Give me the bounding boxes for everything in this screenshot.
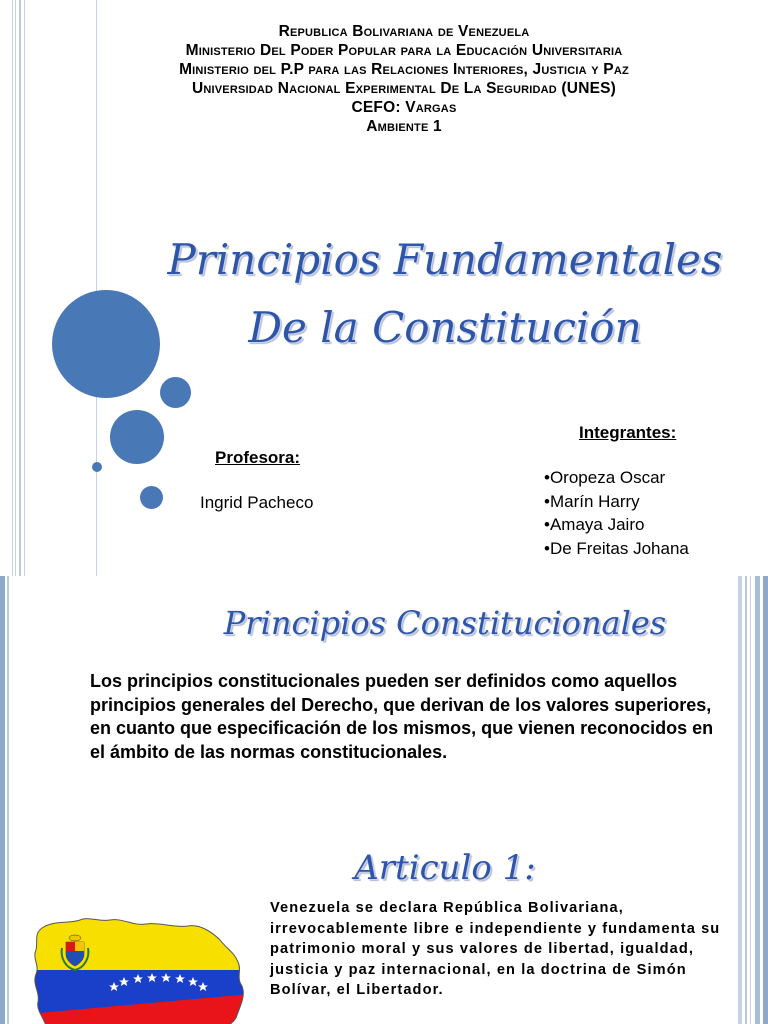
decor-circle-dot (92, 462, 102, 472)
decor-circle-large (52, 290, 160, 398)
decor-line (15, 0, 16, 576)
definition-paragraph: Los principios constitucionales pueden ser definidos como aquellos principios generales del Derecho, que derivan de los valores superiores, en cuanto que especificación de los mismos, que vienen reconocidos en el ámbito de las normas constitucionales. (90, 671, 714, 762)
list-item: •Oropeza Oscar (544, 468, 666, 487)
venezuela-map-icon (28, 914, 250, 1024)
header-line: Ambiente 1 (366, 118, 442, 135)
list-item: •De Freitas Johana (544, 538, 689, 558)
integrantes-label: Integrantes: (579, 423, 677, 442)
list-item: •Marín Harry (544, 491, 640, 511)
decor-circle-medium (110, 410, 164, 464)
decor-line (7, 576, 9, 1024)
decor-line (19, 0, 21, 576)
integrantes-list (544, 466, 689, 560)
section-title: Principios Constitucionales (223, 604, 667, 642)
decor-line (738, 576, 742, 1024)
article-text: Venezuela se declara República Bolivariana, irrevocablemente libre e independiente y fundamenta su patrimonio moral y sus valores de libertad, igualdad, justicia y paz internacional, en la doctrina de Simón Bolívar, el Libertador. (270, 900, 721, 998)
decor-line (0, 576, 5, 1024)
profesora-name: Ingrid Pacheco (200, 493, 314, 512)
decor-line (24, 0, 25, 576)
decor-line (750, 576, 751, 1024)
title-line-1: Principios Fundamentales (167, 235, 723, 284)
header-line: Ministerio del P.P para las Relaciones Interiores, Justicia y Paz (179, 61, 629, 78)
decor-line (763, 576, 768, 1024)
decor-circle-small (140, 486, 163, 509)
header-line: Ministerio Del Poder Popular para la Educación Universitaria (185, 42, 623, 59)
article-title: Articulo 1: (354, 848, 536, 888)
decor-circle-small (160, 377, 191, 408)
slide-2 (0, 576, 768, 1024)
title-line-2: De la Constitución (248, 303, 642, 352)
profesora-label: Profesora: (215, 448, 301, 467)
decor-line (745, 576, 747, 1024)
list-item: •Amaya Jairo (544, 515, 645, 534)
institution-header (40, 22, 768, 136)
decor-line (755, 576, 760, 1024)
header-line: Republica Bolivariana de Venezuela (278, 23, 530, 40)
decor-line (12, 0, 13, 576)
header-line: Universidad Nacional Experimental De La Seguridad (UNES) (191, 80, 617, 97)
header-line: CEFO: Vargas (351, 99, 457, 116)
